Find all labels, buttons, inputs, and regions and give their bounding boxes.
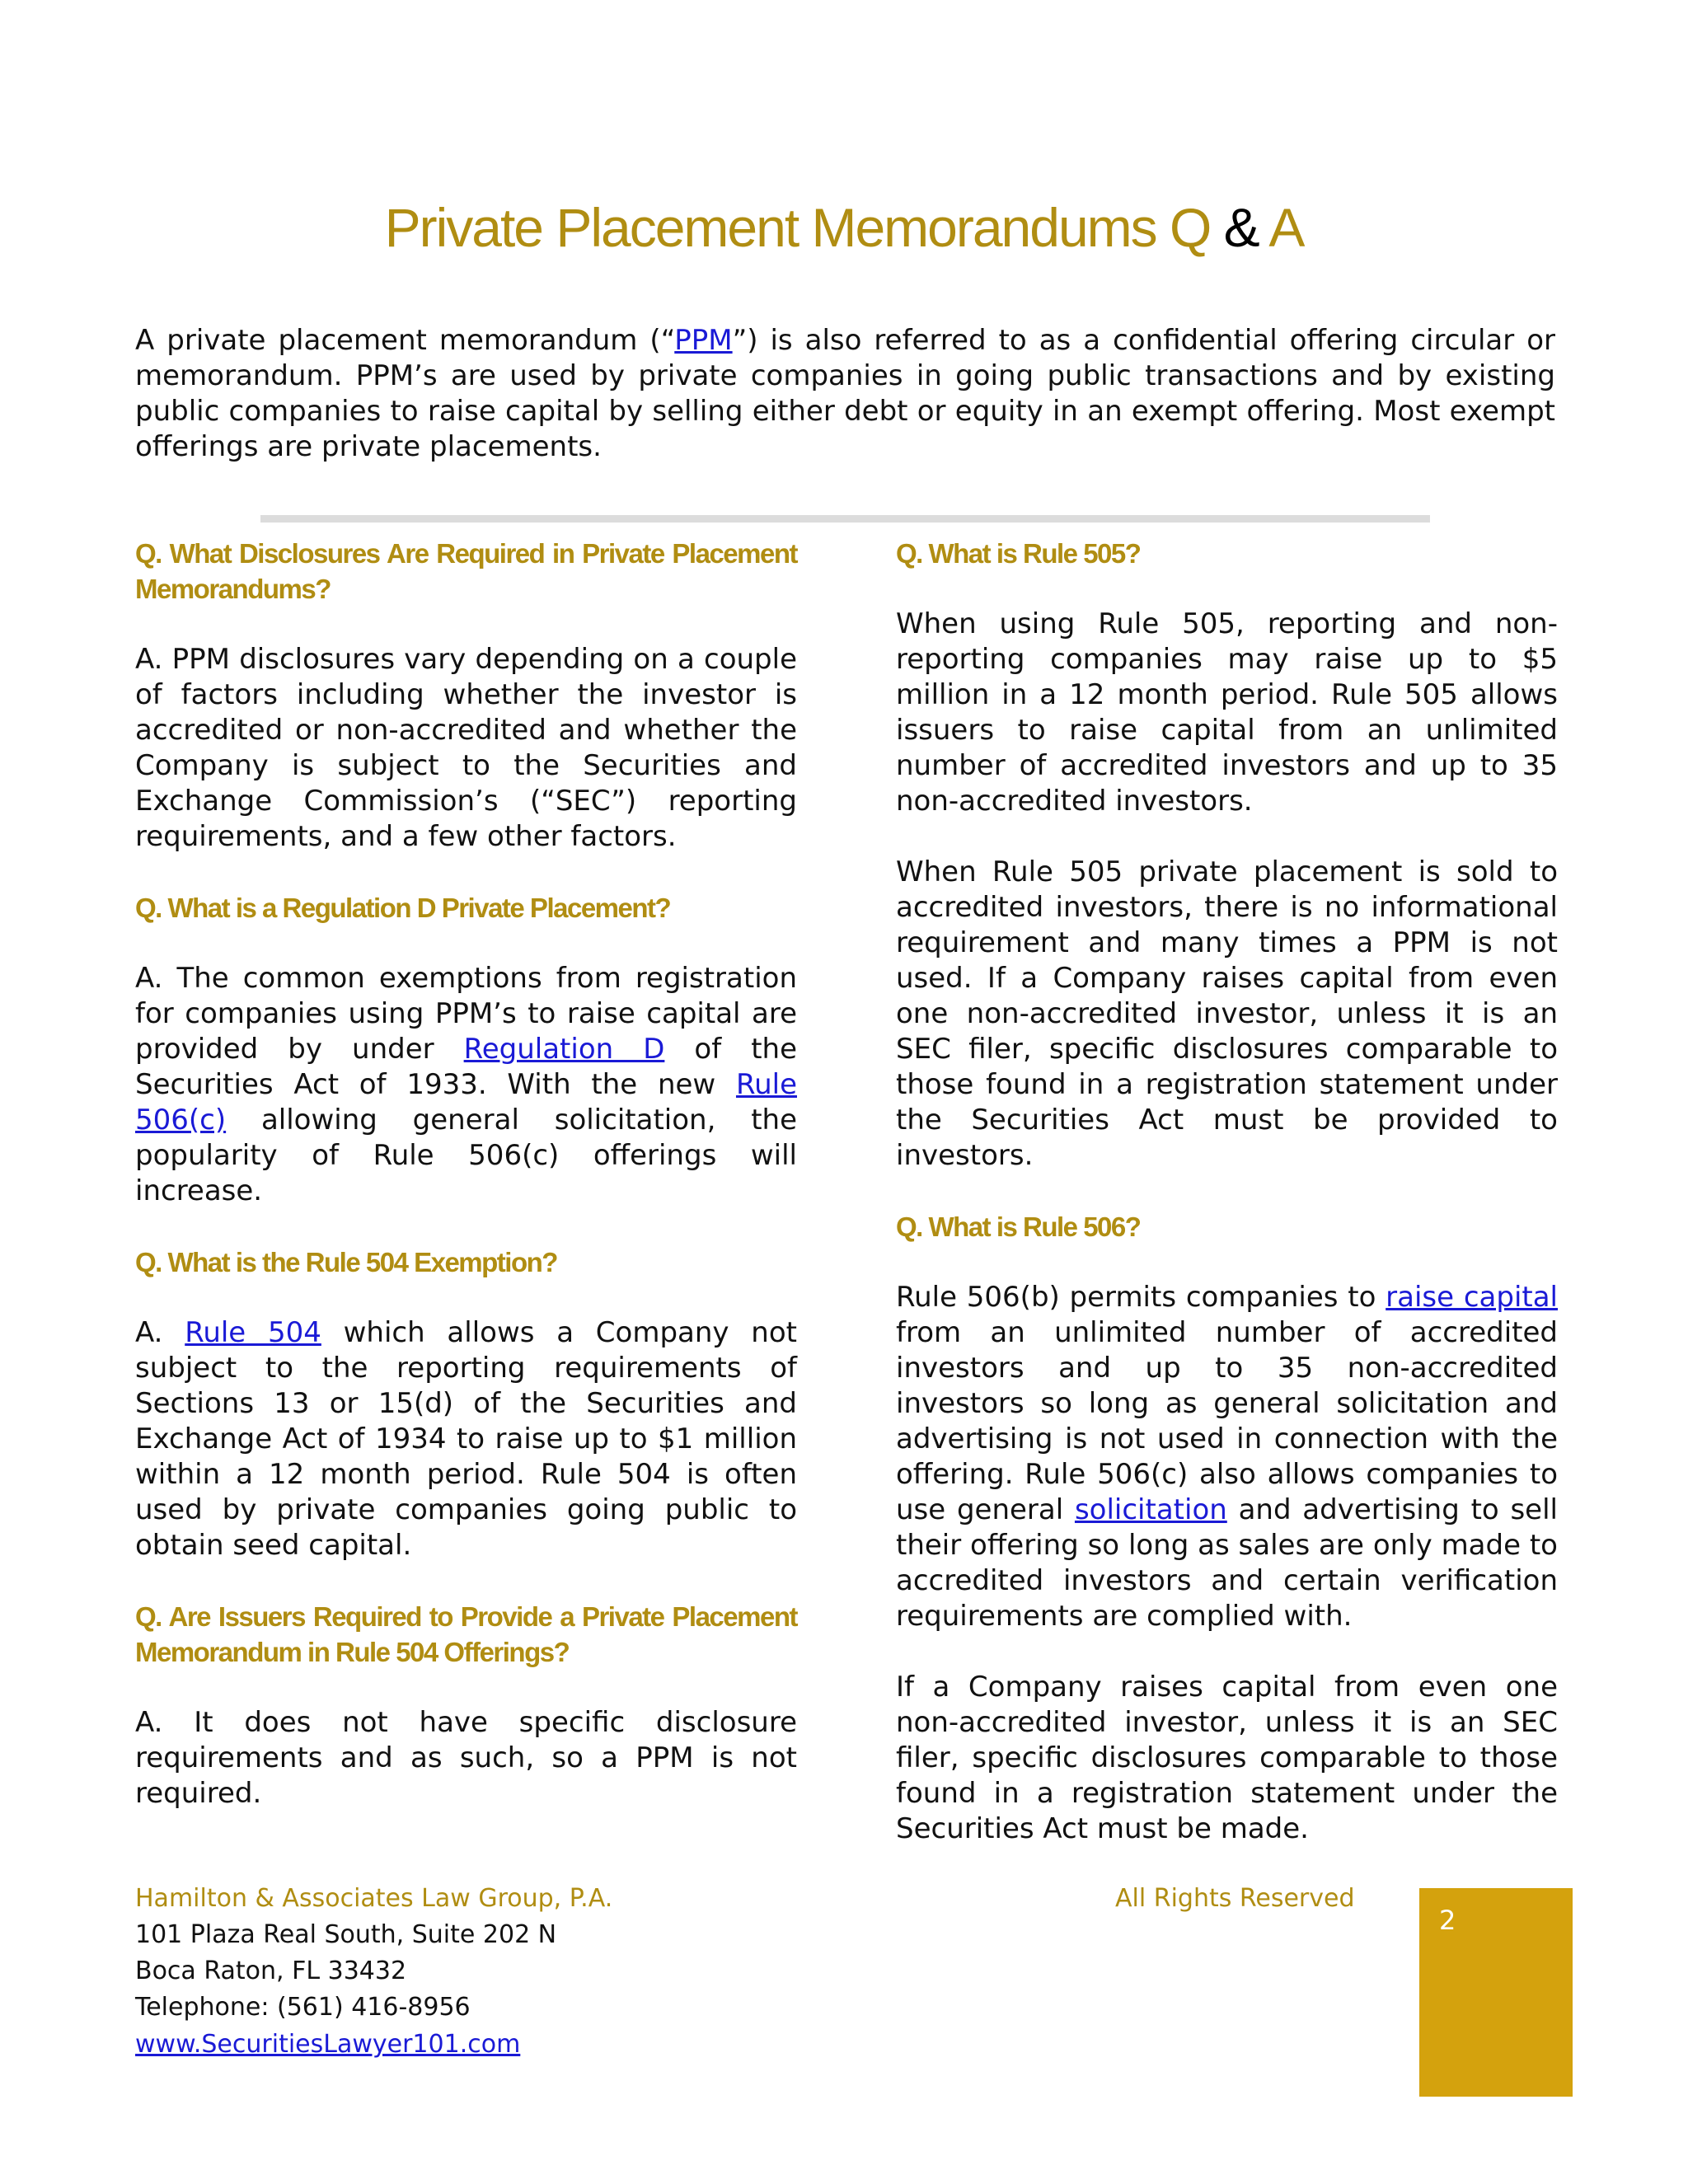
rule-506c-link[interactable]: Rule 506(c) — [135, 1068, 797, 1137]
question-rule-504: Q. What is the Rule 504 Exemption? — [135, 1247, 557, 1277]
solicitation-link[interactable]: solicitation — [1074, 1493, 1227, 1526]
page-number-box — [1419, 1888, 1573, 2097]
footer-firm-name: Hamilton & Associates Law Group, P.A. — [135, 1884, 613, 1913]
question-issuers-required: Q. Are Issuers Required to Provide a Private Placement Memorandum in Rule 504 Offerings? — [135, 1601, 797, 1667]
ppm-link[interactable]: PPM — [674, 324, 733, 357]
title-part2: A — [1258, 197, 1304, 258]
raise-capital-link[interactable]: raise capital — [1386, 1281, 1559, 1314]
title-part1: Private Placement Memorandums Q — [384, 197, 1224, 258]
title-ampersand: & — [1223, 197, 1259, 258]
answer-rule-506-nonaccredited: If a Company raises capital from even one non-accredited investor, unless it is an SEC filer, specific disclosures comparable to those found in a registration statement under the Securities Act must be made. — [896, 1671, 1558, 1845]
intro-paragraph: A private placement memorandum (“PPM”) is also referred to as a confidential offering circular or memorandum. PPM’s are used by private companies in going public transactions and by existing public companies to raise capital by selling either debt or equity in an exempt offering. Most exempt offerings are private placements. — [135, 324, 1556, 463]
footer-address-line2: Boca Raton, FL 33432 — [135, 1957, 407, 1985]
footer-telephone: Telephone: (561) 416-8956 — [135, 1993, 471, 2022]
footer-website-link[interactable]: www.SecuritiesLawyer101.com — [135, 2030, 521, 2059]
regulation-d-link[interactable]: Regulation D — [463, 1033, 665, 1066]
answer-issuers-required: A. It does not have specific disclosure requirements and as such, so a PPM is not required. — [135, 1706, 797, 1810]
question-rule-505: Q. What is Rule 505? — [896, 538, 1141, 569]
answer-rule-505: When using Rule 505, reporting and non-reporting companies may raise up to $5 million in a 12 month period. Rule 505 allows issuers to raise capital from an unlimited number of accredited investors and up to 35 non-accredited investors. — [896, 607, 1558, 818]
answer-rule-504: A. Rule 504 which allows a Company not subject to the reporting requirements of Sections 13 or 15(d) of the Securities and Exchange Act of 1934 to raise up to $1 million within a 12 month period. Rule 504 is often used by private companies going public to obtain seed capital. — [135, 1316, 797, 1562]
page-title — [0, 196, 1688, 259]
rule-504-link[interactable]: Rule 504 — [185, 1316, 321, 1349]
answer-rule-505-private: When Rule 505 private placement is sold to accredited investors, there is no informational requirement and many times a PPM is not used. If a Company raises capital from even one non-accredited investor, unless it is an SEC filer, specific disclosures comparable to those found in a registration statement under the Securities Act must be provided to investors. — [896, 855, 1558, 1172]
answer-disclosures: A. PPM disclosures vary depending on a couple of factors including whether the investor is accredited or non-accredited and whether the Company is subject to the Securities and Exchange Commission’s (“SEC”) reporting requirements, and a few other factors. — [135, 643, 797, 853]
footer-rights: All Rights Reserved — [1115, 1884, 1355, 1913]
answer-regulation-d: A. The common exemptions from registration for companies using PPM’s to raise capital are provided by under Regulation D of the Securities Act of 1933. With the new Rule 506(c) allowing general solicitation, the popularity of Rule 506(c) offerings will increase. — [135, 962, 798, 1207]
footer-address-line1: 101 Plaza Real South, Suite 202 N — [135, 1920, 557, 1949]
left-column — [135, 536, 797, 1847]
question-disclosures: Q. What Disclosures Are Required in Private Placement Memorandums? — [135, 538, 797, 604]
page-number: 2 — [1439, 1905, 1456, 1936]
question-rule-506: Q. What is Rule 506? — [896, 1212, 1141, 1242]
right-column — [896, 536, 1558, 1882]
section-divider — [260, 515, 1430, 523]
answer-rule-506: Rule 506(b) permits companies to raise capital from an unlimited number of accredited investors and up to 35 non-accredited investors so long as general solicitation and advertising is not used in connection with the offering. Rule 506(c) also allows companies to use general solicitation and advertising to sell their offering so long as sales are only made to accredited investors and certain verification requirements are complied with. — [896, 1281, 1559, 1633]
question-regulation-d: Q. What is a Regulation D Private Placement? — [135, 893, 671, 923]
